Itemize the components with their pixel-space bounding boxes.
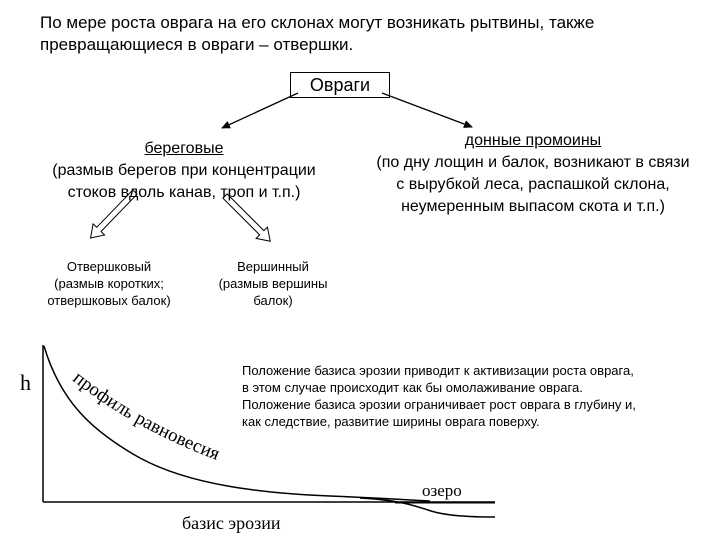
equilibrium-profile-label: профиль равновесия (68, 367, 223, 465)
left-branch-head: береговые (144, 140, 224, 157)
note-line-1: Положение базиса эрозии приводит к активизации роста оврага, (242, 363, 634, 378)
note-line-3: Положение базиса эрозии ограничивает рост оврага в глубину и, (242, 397, 636, 412)
sub-right-line-2: (размыв вершины (218, 276, 328, 291)
intro-line-1: По мере роста оврага на его склонах могут возникать рытвины, также (40, 13, 595, 32)
right-branch-line-1: (по дну лощин и балок, возникают в связи (376, 154, 690, 171)
lake-label: озеро (422, 481, 462, 500)
sub-left-line-1: Отвершковый (66, 259, 152, 274)
right-branch-line-3: неумеренным выпасом скота и т.п.) (401, 198, 665, 215)
sub-left-line-2: (размыв коротких; (54, 276, 164, 291)
left-branch-line-1: (размыв берегов при концентрации (52, 162, 316, 179)
left-branch-line-2: стоков вдоль канав, троп и т.п.) (67, 184, 301, 201)
right-branch-line-2: с вырубкой леса, распашкой склона, (396, 176, 670, 193)
left-branch (25, 138, 343, 204)
note-text (242, 362, 712, 430)
note-line-2: в этом случае происходит как бы омолаживание оврага. (242, 380, 583, 395)
h-axis-label: h (20, 370, 31, 395)
sub-right-line-3: балок) (253, 293, 293, 308)
base-erosion-label: базис эрозии (182, 513, 281, 533)
right-branch (350, 130, 716, 218)
right-branch-head: донные промоины (464, 132, 602, 149)
note-line-4: как следствие, развитие ширины оврага поверху. (242, 414, 540, 429)
arrow-to-right-branch (382, 93, 472, 127)
intro-line-2: превращающиеся в овраги – отвершки. (40, 35, 354, 54)
sub-left (28, 258, 190, 309)
arrow-to-left-branch (222, 93, 298, 128)
sub-right-line-1: Вершинный (237, 259, 309, 274)
sub-right (203, 258, 343, 309)
sub-left-line-3: отвершковых балок) (47, 293, 171, 308)
diagram-title: Овраги (290, 72, 390, 98)
